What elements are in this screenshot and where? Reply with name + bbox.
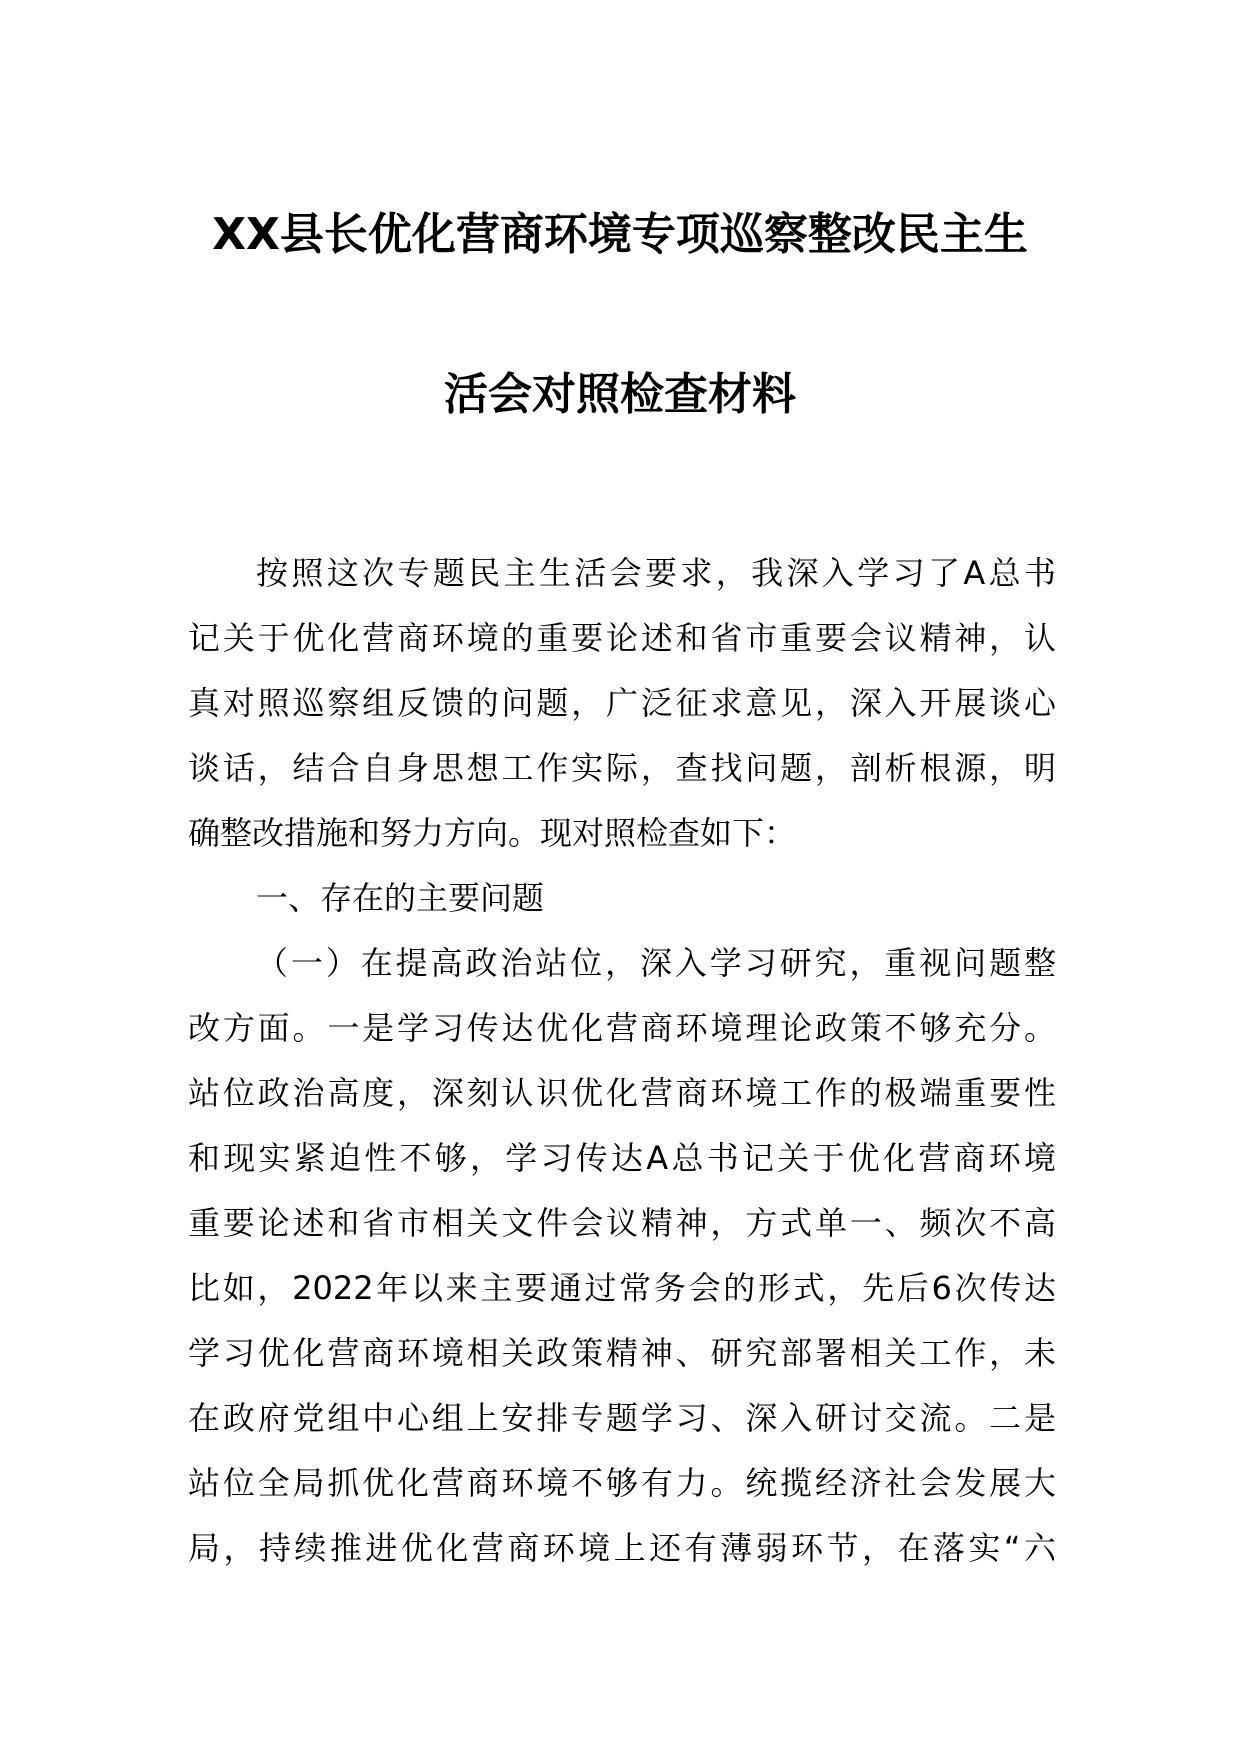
body-line: 局，持续推进优化营商环境上还有薄弱环节，在落实“六	[188, 1529, 1056, 1567]
body-line: 按照这次专题民主生活会要求，我深入学习了A总书	[256, 554, 1056, 592]
body-line: 改方面。一是学习传达优化营商环境理论政策不够充分。	[188, 1009, 1056, 1047]
document-title-line-1: XX县长优化营商环境专项巡察整改民主生	[212, 209, 1028, 260]
body-line: 学习优化营商环境相关政策精神、研究部署相关工作，未	[188, 1334, 1056, 1372]
body-line: 记关于优化营商环境的重要论述和省市重要会议精神，认	[188, 619, 1056, 657]
body-line: 确整改措施和努力方向。现对照检查如下：	[188, 814, 797, 852]
body-line: 谈话，结合自身思想工作实际，查找问题，剖析根源，明	[188, 749, 1056, 787]
document-body	[188, 541, 1056, 1581]
document-title-line-2: 活会对照检查材料	[444, 369, 796, 420]
body-line: 和现实紧迫性不够，学习传达A总书记关于优化营商环境	[188, 1139, 1056, 1177]
body-line: 在政府党组中心组上安排专题学习、深入研讨交流。二是	[188, 1399, 1056, 1437]
body-line: 站位全局抓优化营商环境不够有力。统揽经济社会发展大	[188, 1464, 1056, 1502]
section-heading: 一、存在的主要问题	[256, 879, 545, 917]
body-line: （一）在提高政治站位，深入学习研究，重视问题整	[256, 944, 1056, 982]
body-line: 站位政治高度，深刻认识优化营商环境工作的极端重要性	[188, 1074, 1056, 1112]
body-line: 比如，2022年以来主要通过常务会的形式，先后6次传达	[188, 1269, 1056, 1307]
body-line: 重要论述和省市相关文件会议精神，方式单一、频次不高	[188, 1204, 1056, 1242]
body-line: 真对照巡察组反馈的问题，广泛征求意见，深入开展谈心	[188, 684, 1056, 722]
